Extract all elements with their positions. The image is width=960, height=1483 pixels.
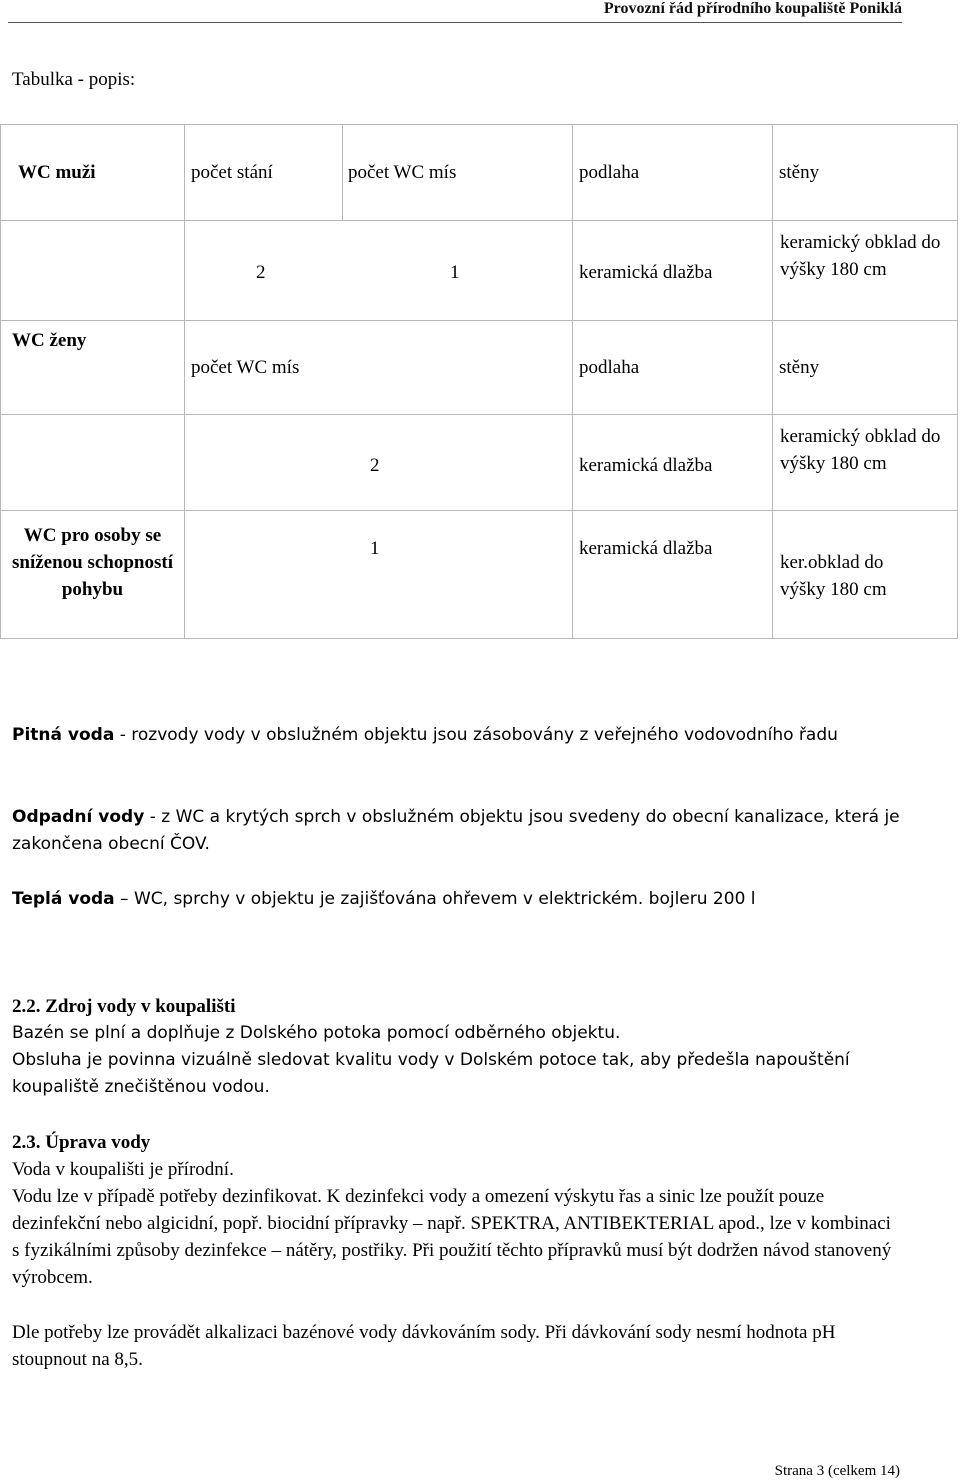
women-toilets: 2 bbox=[370, 455, 380, 476]
men-walls: keramický obklad do výšky 180 cm bbox=[780, 232, 941, 280]
running-header: Provozní řád přírodního koupaliště Poniklá bbox=[603, 0, 902, 17]
paragraph-tepla-voda bbox=[12, 886, 912, 913]
cell-men-values-empty bbox=[0, 220, 185, 321]
section-2-3-heading: 2.3. Úprava vody bbox=[12, 1132, 151, 1153]
men-col-walls: stěny bbox=[779, 162, 820, 183]
women-floor: keramická dlažba bbox=[579, 455, 713, 476]
facilities-table bbox=[0, 124, 958, 639]
section-2-3-line2: Vodu lze v případě potřeby dezinfikovat. K dezinfekci vody a omezení výskytu řas a sinic lze použít pouze dezinfekční nebo algicidní, popř. biocidní přípravky – např. SPEKTRA, ANTIBEKTERIAL apod., lze v kombinaci s fyzikálními způsoby dezinfekce – nátěry, postřiky. Při použití těchto přípravků musí být dodržen návod stanovený výrobcem. bbox=[12, 1186, 892, 1288]
tepla-label: Teplá voda bbox=[12, 889, 115, 909]
cell-disabled-counts bbox=[184, 510, 573, 639]
section-2-2-line2: Obsluha je povinna vizuálně sledovat kvalitu vody v Dolském potoce tak, aby předešla napouštění koupaliště znečištěnou vodou. bbox=[12, 1050, 850, 1097]
disabled-walls: ker.obklad do výšky 180 cm bbox=[780, 552, 887, 600]
cell-women-values-empty bbox=[0, 414, 185, 511]
page-number: Strana 3 (celkem 14) bbox=[774, 1463, 900, 1479]
section-2-3-line3: Dle potřeby lze provádět alkalizaci bazénové vody dávkováním sody. Při dávkování sody nesmí hodnota pH stoupnout na 8,5. bbox=[12, 1322, 836, 1370]
tepla-text: – WC, sprchy v objektu je zajišťována ohřevem v elektrickém. bojleru 200 l bbox=[114, 889, 756, 909]
disabled-toilets: 1 bbox=[370, 538, 380, 559]
women-col-floor: podlaha bbox=[579, 357, 640, 378]
section-2-2-line1: Bazén se plní a doplňuje z Dolského potoka pomocí odběrného objektu. bbox=[12, 1023, 621, 1043]
disabled-label: WC pro osoby se sníženou schopností pohybu bbox=[11, 525, 174, 600]
cell-men-counts bbox=[184, 220, 573, 321]
men-floor: keramická dlažba bbox=[579, 262, 713, 283]
women-col-toilets: počet WC mís bbox=[191, 357, 300, 378]
men-col-toilets: počet WC mís bbox=[348, 162, 457, 183]
women-label: WC ženy bbox=[12, 330, 87, 351]
men-toilets: 1 bbox=[450, 262, 460, 283]
header-divider bbox=[8, 22, 902, 23]
disabled-floor: keramická dlažba bbox=[579, 538, 713, 559]
table-caption: Tabulka - popis: bbox=[12, 69, 136, 90]
cell-disabled-floor bbox=[572, 510, 773, 639]
pitna-text: - rozvody vody v obslužném objektu jsou zásobovány z veřejného vodovodního řadu bbox=[114, 725, 838, 745]
odpadni-label: Odpadní vody bbox=[12, 807, 145, 827]
paragraph-pitna-voda bbox=[12, 722, 902, 749]
section-2-2-heading: 2.2. Zdroj vody v koupališti bbox=[12, 996, 236, 1017]
pitna-label: Pitná voda bbox=[12, 725, 115, 745]
women-col-walls: stěny bbox=[779, 357, 820, 378]
section-2-3-line1: Voda v koupališti je přírodní. bbox=[12, 1159, 234, 1180]
men-label: WC muži bbox=[18, 162, 96, 183]
men-col-urinals: počet stání bbox=[191, 162, 273, 183]
paragraph-odpadni-vody bbox=[12, 804, 902, 858]
men-col-floor: podlaha bbox=[579, 162, 640, 183]
men-urinals: 2 bbox=[256, 262, 266, 283]
odpadni-text: - z WC a krytých sprch v obslužném objektu jsou svedeny do obecní kanalizace, která je zakončena obecní ČOV. bbox=[12, 807, 900, 854]
women-walls: keramický obklad do výšky 180 cm bbox=[780, 426, 941, 474]
